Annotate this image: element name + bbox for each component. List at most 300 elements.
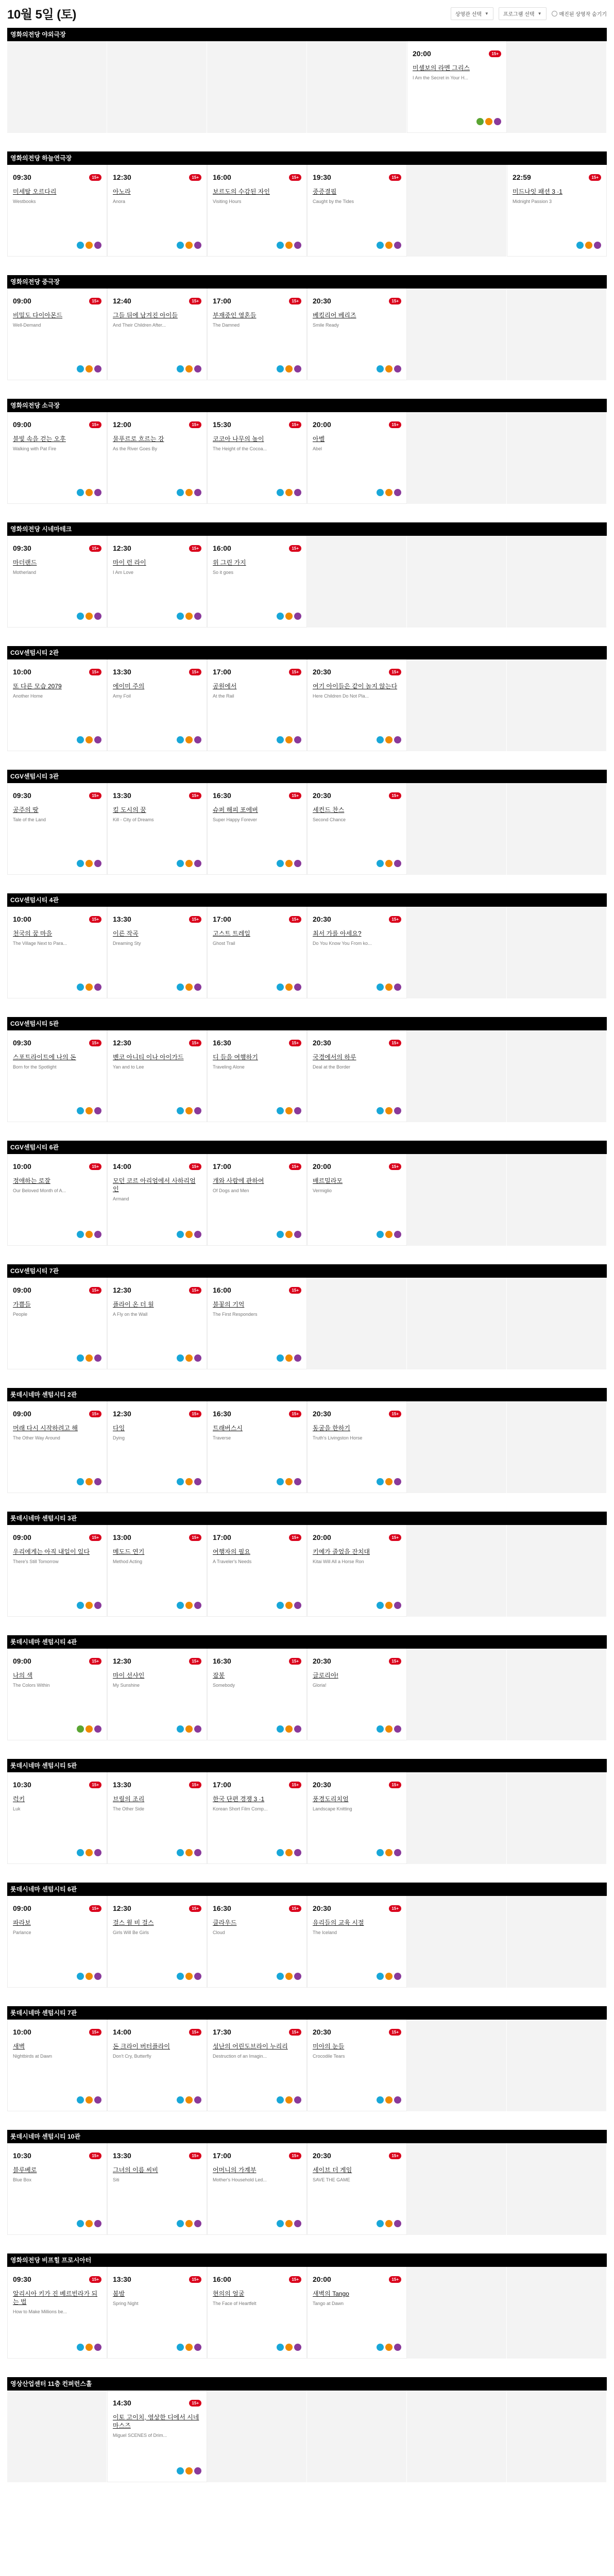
screening-time: 13:30 (113, 915, 131, 923)
purple-badge-icon (194, 1107, 201, 1114)
screening-card[interactable] (7, 783, 107, 875)
screening-card[interactable] (107, 2020, 207, 2111)
screening-card[interactable] (207, 1649, 307, 1740)
screening-time: 16:30 (213, 1410, 231, 1418)
orange-badge-icon (285, 489, 293, 496)
screening-time: 10:00 (13, 1162, 31, 1171)
screening-header (213, 1781, 301, 1789)
venue-section (7, 2006, 607, 2111)
screening-card[interactable] (107, 1278, 207, 1369)
purple-badge-icon (94, 1849, 101, 1856)
film-title-link[interactable]: 에이미 주의 (113, 683, 145, 690)
empty-slot (507, 1030, 607, 1122)
film-title-link[interactable]: 새벽 (13, 2043, 25, 2050)
cyan-badge-icon (77, 242, 84, 249)
film-english-title: And Their Children After... (113, 323, 166, 328)
screening-card[interactable] (107, 1154, 207, 1246)
film-title-link[interactable]: 클라우드 (213, 1919, 237, 1926)
screening-header (113, 2028, 201, 2036)
screening-time: 09:30 (13, 173, 31, 181)
screening-card[interactable] (107, 165, 207, 257)
screening-header (113, 544, 201, 552)
rating-badge: 15+ (389, 1658, 401, 1665)
film-title-link[interactable]: 럭키 (13, 1795, 25, 1803)
film-title-link[interactable]: 다잉 (113, 1425, 125, 1432)
screening-card[interactable] (7, 165, 107, 257)
screening-card[interactable] (207, 2267, 307, 2359)
screening-header (113, 791, 201, 800)
film-title-link[interactable]: 풍경도리치엄 (313, 1795, 349, 1803)
screening-card[interactable] (107, 2267, 207, 2359)
film-title-link[interactable]: 브릴의 조리 (113, 1795, 145, 1803)
rating-badge: 15+ (289, 2029, 301, 2036)
screening-card[interactable] (307, 783, 407, 875)
empty-slot (507, 907, 607, 998)
screening-card[interactable] (7, 907, 107, 998)
screening-header (213, 420, 301, 429)
screening-card[interactable] (7, 1154, 107, 1246)
feature-badges (277, 984, 301, 991)
orange-badge-icon (185, 984, 193, 991)
cyan-badge-icon (77, 2096, 84, 2104)
screening-time: 14:30 (113, 2399, 131, 2407)
film-title-link[interactable]: 걸스 윌 비 걸스 (113, 1919, 154, 1926)
schedule-grid (7, 783, 607, 875)
film-english-title: Deal at the Border (313, 1064, 351, 1070)
screening-time: 17:30 (213, 2028, 231, 2036)
feature-badges (77, 736, 101, 743)
screening-card[interactable] (107, 2143, 207, 2235)
film-english-title: Well-Demand (13, 323, 41, 328)
screening-card[interactable] (7, 1401, 107, 1493)
film-title-link[interactable]: 불빛 속을 걷는 오후 (13, 435, 66, 443)
cyan-badge-icon (177, 860, 184, 867)
screening-card[interactable] (307, 907, 407, 998)
film-title-link[interactable]: 킬 도시의 꿈 (113, 806, 146, 814)
orange-badge-icon (285, 1973, 293, 1980)
orange-badge-icon (185, 242, 193, 249)
screening-header (313, 1657, 401, 1665)
screening-time: 12:30 (113, 173, 131, 181)
venue-title: CGV센텀시티 6관 (7, 1141, 607, 1154)
screening-card[interactable] (107, 289, 207, 380)
film-title-link[interactable]: 불꽃의 기억 (213, 1301, 245, 1308)
orange-badge-icon (86, 242, 93, 249)
empty-slot (507, 1278, 607, 1369)
film-title-link[interactable]: 스포트라이트에 나의 돈 (13, 1054, 76, 1061)
film-english-title: Super Happy Forever (213, 817, 258, 823)
screening-card[interactable] (407, 41, 507, 133)
screening-card[interactable] (207, 659, 307, 751)
feature-badges (177, 860, 201, 867)
screening-card[interactable] (207, 536, 307, 628)
screening-card[interactable] (7, 1278, 107, 1369)
screening-card[interactable] (307, 2267, 407, 2359)
rating-badge: 15+ (389, 669, 401, 675)
film-english-title: Korean Short Film Comp... (213, 1806, 268, 1812)
empty-slot (407, 1525, 507, 1617)
screening-card[interactable] (307, 1030, 407, 1122)
film-title-link[interactable]: 이토 고이치, 영상한 디에서 시네마스즈 (113, 2414, 199, 2430)
screening-time: 14:00 (113, 2028, 131, 2036)
rating-badge: 15+ (89, 1782, 101, 1788)
purple-badge-icon (394, 489, 401, 496)
film-title-link[interactable]: 유리들의 교육 시절 (313, 1919, 364, 1926)
screening-card[interactable] (207, 1525, 307, 1617)
screening-card[interactable] (107, 1772, 207, 1864)
film-title-link[interactable]: 또 다른 모습 2079 (13, 683, 62, 690)
screening-time: 13:30 (113, 668, 131, 676)
cyan-badge-icon (277, 1725, 284, 1733)
feature-badges (177, 984, 201, 991)
rating-badge: 15+ (289, 1905, 301, 1912)
film-title-link[interactable]: 파라보 (13, 1919, 31, 1926)
screening-card[interactable] (207, 907, 307, 998)
screening-time: 20:30 (313, 297, 331, 305)
screening-card[interactable] (107, 1525, 207, 1617)
screening-time: 10:30 (13, 1781, 31, 1789)
screening-time: 09:00 (13, 420, 31, 429)
film-title-link[interactable]: 성난의 어린도브라이 누리리 (213, 2043, 288, 2050)
screening-card[interactable] (107, 1896, 207, 1988)
screening-header (313, 2028, 401, 2036)
screening-header (213, 1162, 301, 1171)
feature-badges (177, 1231, 201, 1238)
film-english-title: Traverse (213, 1435, 231, 1441)
film-title-link[interactable]: 머래 다시 시작하려고 해 (13, 1425, 78, 1432)
purple-badge-icon (294, 1849, 301, 1856)
feature-badges (277, 1973, 301, 1980)
film-title-link[interactable]: 부재중인 영혼들 (213, 312, 257, 319)
film-title-link[interactable]: 공주의 땅 (13, 806, 39, 814)
cyan-badge-icon (177, 736, 184, 743)
orange-badge-icon (185, 2096, 193, 2104)
cyan-badge-icon (277, 1231, 284, 1238)
screening-card[interactable] (307, 1154, 407, 1246)
film-title-link[interactable]: 마이 런 라이 (113, 559, 146, 566)
feature-badges (77, 1973, 101, 1980)
film-title-link[interactable]: 아노라 (113, 188, 131, 195)
film-title-link[interactable]: 키예가 줄었을 잔치대 (313, 1548, 370, 1555)
screening-header (13, 1286, 101, 1294)
film-english-title: Smile Ready (313, 323, 339, 328)
venue-title: CGV센텀시티 3관 (7, 770, 607, 783)
film-title-link[interactable]: 국경에서의 하루 (313, 1054, 356, 1061)
cyan-badge-icon (277, 2096, 284, 2104)
screening-card[interactable] (107, 412, 207, 504)
venue-section (7, 893, 607, 998)
film-title-link[interactable]: 미아의 눈들 (313, 2043, 345, 2050)
film-title-link[interactable]: 최서 가를 아세요? (313, 930, 362, 937)
film-title-link[interactable]: 위 그린 가지 (213, 559, 246, 566)
film-english-title: Our Beloved Month of A... (13, 1188, 66, 1194)
film-title-link[interactable]: 그녀의 이름 씨비 (113, 2166, 158, 2174)
film-title-link[interactable]: 돈 크라이 버터플라이 (113, 2043, 170, 2050)
orange-badge-icon (285, 1107, 293, 1114)
screening-header (113, 668, 201, 676)
film-title-link[interactable]: 디 들을 여행하기 (213, 1054, 258, 1061)
screening-card[interactable] (507, 165, 607, 257)
film-title-link[interactable]: 플라이 온 더 월 (113, 1301, 154, 1308)
venue-section (7, 1759, 607, 1864)
screening-card[interactable] (307, 412, 407, 504)
screening-time: 20:30 (313, 1039, 331, 1047)
film-title-link[interactable]: 이른 작곡 (113, 930, 139, 937)
cyan-badge-icon (277, 860, 284, 867)
screening-header (13, 544, 101, 552)
film-title-link[interactable]: 공원에서 (213, 683, 237, 690)
film-english-title: Kitai Will All a Horse Ron (313, 1559, 364, 1565)
film-title-link[interactable]: 가쁨들 (13, 1301, 31, 1308)
film-title-link[interactable]: 글로리아! (313, 1672, 338, 1679)
cyan-badge-icon (77, 1478, 84, 1485)
screening-card[interactable] (307, 2143, 407, 2235)
cyan-badge-icon (277, 736, 284, 743)
screening-card[interactable] (207, 1896, 307, 1988)
film-title-link[interactable]: 보르도의 수감된 자인 (213, 188, 270, 195)
screening-card[interactable] (7, 2267, 107, 2359)
venue-title: 롯데시네마 센텀시티 6관 (7, 1883, 607, 1896)
screening-card[interactable] (107, 1649, 207, 1740)
film-english-title: My Sunshine (113, 1683, 140, 1688)
film-title-link[interactable]: 메도드 연기 (113, 1548, 145, 1555)
purple-badge-icon (94, 242, 101, 249)
cyan-badge-icon (377, 1849, 384, 1856)
screening-header (13, 1039, 101, 1047)
screening-header (113, 1162, 201, 1171)
film-title-link[interactable]: 비밀도 다이아몬드 (13, 312, 63, 319)
screening-card[interactable] (207, 412, 307, 504)
screening-card[interactable] (107, 536, 207, 628)
film-title-link[interactable]: 알리시아 키가 진 베르빈라가 되는 법 (13, 2290, 98, 2306)
film-title-link[interactable]: 동굴을 한하기 (313, 1425, 350, 1432)
empty-slot (407, 1154, 507, 1246)
screening-time: 20:30 (313, 1410, 331, 1418)
program-select[interactable] (499, 7, 547, 20)
schedule-grid (7, 1896, 607, 1988)
film-title-link[interactable]: 고스트 트레일 (213, 930, 250, 937)
film-title-link[interactable]: 여행자의 필요 (213, 1548, 250, 1555)
film-title-link[interactable]: 물푸르로 흐르는 강 (113, 435, 164, 443)
screening-card[interactable] (207, 1401, 307, 1493)
cyan-badge-icon (377, 1725, 384, 1733)
orange-badge-icon (385, 1973, 393, 1980)
screening-card[interactable] (307, 1649, 407, 1740)
cyan-badge-icon (77, 2220, 84, 2227)
rating-badge: 15+ (189, 2276, 201, 2283)
feature-badges (77, 1354, 101, 1362)
screening-card[interactable] (7, 1896, 107, 1988)
schedule-grid (7, 1154, 607, 1246)
screening-card[interactable] (207, 2020, 307, 2111)
screening-header (213, 2151, 301, 2160)
film-title-link[interactable]: 트래버스시 (213, 1425, 243, 1432)
screening-time: 10:30 (13, 2151, 31, 2160)
film-title-link[interactable]: 나의 색 (13, 1672, 33, 1679)
purple-badge-icon (194, 242, 201, 249)
film-english-title: As the River Goes By (113, 446, 158, 452)
screening-card[interactable] (207, 2143, 307, 2235)
film-title-link[interactable]: 세이브 더 게임 (313, 2166, 352, 2174)
film-english-title: Abel (313, 446, 322, 452)
cyan-badge-icon (277, 1107, 284, 1114)
film-english-title: Luk (13, 1806, 21, 1812)
screening-card[interactable] (107, 659, 207, 751)
filter-bar (451, 7, 607, 20)
screening-card[interactable] (107, 2391, 207, 2482)
film-title-link[interactable]: 우리에게는 아직 내일이 있다 (13, 1548, 90, 1555)
film-title-link[interactable]: 마더랜드 (13, 559, 37, 566)
screening-card[interactable] (7, 2020, 107, 2111)
purple-badge-icon (194, 1602, 201, 1609)
rating-badge: 15+ (89, 421, 101, 428)
cyan-badge-icon (77, 1849, 84, 1856)
film-title-link[interactable]: 개와 사람에 관하여 (213, 1177, 264, 1184)
screening-card[interactable] (107, 783, 207, 875)
empty-slot (407, 1649, 507, 1740)
empty-slot (407, 1030, 507, 1122)
film-title-link[interactable]: 미셸보의 라멘 그리스 (413, 64, 470, 72)
film-title-link[interactable]: 새벽의 Tango (313, 2290, 349, 2297)
screening-card[interactable] (7, 536, 107, 628)
feature-badges (77, 242, 101, 249)
screening-card[interactable] (7, 412, 107, 504)
orange-badge-icon (385, 984, 393, 991)
screening-card[interactable] (307, 1401, 407, 1493)
film-title-link[interactable]: 봄밤 (113, 2290, 125, 2297)
rating-badge: 15+ (189, 2029, 201, 2036)
film-english-title: Gloria! (313, 1683, 327, 1688)
orange-badge-icon (385, 1602, 393, 1609)
orange-badge-icon (385, 860, 393, 867)
purple-badge-icon (294, 1231, 301, 1238)
cyan-badge-icon (277, 1602, 284, 1609)
empty-slot (507, 1772, 607, 1864)
screening-card[interactable] (7, 659, 107, 751)
purple-badge-icon (294, 1478, 301, 1485)
rating-badge: 15+ (89, 916, 101, 923)
empty-slot (207, 41, 307, 133)
film-title-link[interactable]: 블루베로 (13, 2166, 37, 2174)
film-title-link[interactable]: 배르밀라모 (313, 1177, 343, 1184)
screening-time: 09:30 (13, 2275, 31, 2283)
empty-slot (107, 41, 207, 133)
screening-card[interactable] (7, 2143, 107, 2235)
rating-badge: 15+ (289, 2153, 301, 2159)
screening-card[interactable] (307, 1896, 407, 1988)
screening-header (113, 1039, 201, 1047)
film-title-link[interactable]: 세컨드 찬스 (313, 806, 345, 814)
purple-badge-icon (394, 1231, 401, 1238)
purple-badge-icon (194, 860, 201, 867)
film-title-link[interactable]: 잠봉 (213, 1672, 225, 1679)
empty-slot (407, 1401, 507, 1493)
screening-card[interactable] (107, 907, 207, 998)
film-title-link[interactable]: 슈퍼 해피 포에버 (213, 806, 258, 814)
screening-card[interactable] (7, 289, 107, 380)
film-title-link[interactable]: 한국 단편 경쟁 3 ·1 (213, 1795, 265, 1803)
orange-badge-icon (385, 1725, 393, 1733)
screening-card[interactable] (307, 1772, 407, 1864)
screening-header (113, 1286, 201, 1294)
film-title-link[interactable]: 그들 뒤에 남겨진 아이들 (113, 312, 178, 319)
film-title-link[interactable]: 중증결핍 (313, 188, 337, 195)
screening-card[interactable] (307, 2020, 407, 2111)
screening-card[interactable] (7, 1030, 107, 1122)
screening-card[interactable] (307, 659, 407, 751)
cyan-badge-icon (277, 365, 284, 372)
cyan-badge-icon (277, 242, 284, 249)
purple-badge-icon (394, 736, 401, 743)
screening-card[interactable] (107, 1030, 207, 1122)
empty-slot (7, 2391, 107, 2482)
schedule-grid (7, 2267, 607, 2359)
screening-header (13, 2028, 101, 2036)
screening-card[interactable] (207, 1772, 307, 1864)
screening-card[interactable] (207, 165, 307, 257)
screening-card[interactable] (307, 289, 407, 380)
screening-card[interactable] (7, 1525, 107, 1617)
screening-card[interactable] (307, 1525, 407, 1617)
hide-soldout-toggle[interactable] (552, 10, 607, 18)
screening-card[interactable] (7, 1772, 107, 1864)
film-title-link[interactable]: 모던 코르 아리엄에서 사하리엄인 (113, 1177, 196, 1193)
film-english-title: Yan and to Lee (113, 1064, 144, 1070)
screening-card[interactable] (207, 783, 307, 875)
screening-card[interactable] (7, 1649, 107, 1740)
screening-header (213, 2275, 301, 2283)
film-title-link[interactable]: 마이 선샤인 (113, 1672, 145, 1679)
screening-time: 17:00 (213, 2151, 231, 2160)
rating-badge: 15+ (289, 1534, 301, 1541)
screening-time: 16:00 (213, 2275, 231, 2283)
feature-badges (277, 242, 301, 249)
film-title-link[interactable]: 여기 아이들은 같이 놀지 않는다 (313, 683, 398, 690)
section-select[interactable] (451, 7, 493, 20)
film-english-title: Of Dogs and Men (213, 1188, 249, 1194)
film-title-link[interactable]: 베킹리어 베리즈 (313, 312, 356, 319)
empty-slot (407, 412, 507, 504)
rating-badge: 15+ (289, 1782, 301, 1788)
screening-card[interactable] (107, 1401, 207, 1493)
film-title-link[interactable]: 어머니의 가계부 (213, 2166, 257, 2174)
cyan-badge-icon (277, 1354, 284, 1362)
film-title-link[interactable]: 아벨 (313, 435, 325, 443)
schedule-grid (7, 1030, 607, 1122)
film-title-link[interactable]: 정애하는 로잘 (13, 1177, 50, 1184)
film-english-title: Tango at Dawn (313, 2301, 344, 2307)
film-title-link[interactable]: 미드나잇 패션 3 ·1 (513, 188, 562, 195)
film-title-link[interactable]: 벤코 아니티 이나 아이가드 (113, 1054, 184, 1061)
purple-badge-icon (194, 1354, 201, 1362)
orange-badge-icon (185, 860, 193, 867)
cyan-badge-icon (377, 1107, 384, 1114)
film-title-link[interactable]: 현의의 얼굴 (213, 2290, 245, 2297)
screening-card[interactable] (307, 165, 407, 257)
orange-badge-icon (185, 2467, 193, 2475)
empty-slot (507, 2143, 607, 2235)
screening-card[interactable] (207, 1154, 307, 1246)
screening-card[interactable] (207, 289, 307, 380)
screening-card[interactable] (207, 1278, 307, 1369)
orange-badge-icon (285, 2220, 293, 2227)
film-title-link[interactable]: 천국의 꿈 마을 (13, 930, 53, 937)
cyan-badge-icon (177, 613, 184, 620)
rating-badge: 15+ (389, 1782, 401, 1788)
screening-card[interactable] (207, 1030, 307, 1122)
film-title-link[interactable]: 미세탈 오르다리 (13, 188, 57, 195)
film-title-link[interactable]: 코코아 나무의 높이 (213, 435, 264, 443)
